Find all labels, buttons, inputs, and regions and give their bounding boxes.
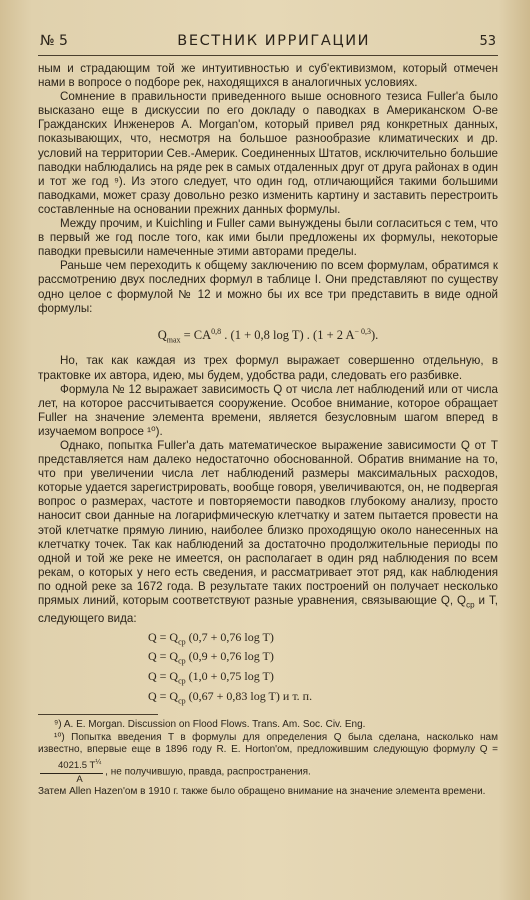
equation-row xyxy=(148,649,498,669)
paragraph-text-end: и T, следующего вида: xyxy=(38,594,499,626)
paragraph: Раньше чем переходить к общему заключению по всем формулам, обратимся к рассмотрению двух последних формул в таблице I. Они представляют по существу одно целое с формулой № 12 и можно бы их все три представить в виде одной формулы: xyxy=(38,259,498,315)
formula-exp1: 0,8 xyxy=(211,326,222,336)
eq-lhs: Q = Q xyxy=(148,668,179,683)
page-header xyxy=(40,30,496,52)
footnote-10-text: ¹⁰) Попытка введения T в формулы для определения Q была сделана, насколько нам известно, впервые еще в 1896 году R. E. Horton'ом, предложившим следующую формулу Q = xyxy=(38,731,498,756)
eq-sub: cp xyxy=(178,636,186,646)
horton-fraction xyxy=(40,757,103,786)
eq-tail: и т. п. xyxy=(279,688,313,703)
formula-end: ). xyxy=(371,327,379,342)
fraction-numerator xyxy=(40,757,103,774)
eq-lhs: Q = Q xyxy=(148,649,179,664)
footnote-rule xyxy=(38,714,158,715)
page-number: 53 xyxy=(479,33,496,49)
header-rule xyxy=(38,55,498,56)
paragraph xyxy=(38,439,498,627)
formula-exp2: − 0,3 xyxy=(354,326,371,336)
paragraph: ным и страдающим той же интуитивностью и суб'ективизмом, который отмечен нами в вопросе о подборе рек, находящихся в аналогичных условиях. xyxy=(38,62,498,90)
footnote-10-text-end: , не получившую, правда, распространения. xyxy=(105,766,311,778)
eq-lhs: Q = Q xyxy=(148,688,179,703)
footnote-10 xyxy=(38,732,498,787)
eq-sub: cp xyxy=(178,656,186,666)
eq-sub: cp xyxy=(178,695,186,705)
eq-rhs: (0,67 + 0,83 log T) xyxy=(185,688,280,703)
eq-rhs: (0,7 + 0,76 log T) xyxy=(185,629,274,644)
numerator-text: 4021.5 T xyxy=(58,760,96,772)
footnote-10-cont: Затем Allen Hazen'ом в 1910 г. также было обращено внимание на значение элемента времени. xyxy=(38,786,486,798)
formula-lhs-sub: max xyxy=(166,335,181,345)
q-cp-sub: cp xyxy=(466,600,475,610)
equation-row xyxy=(148,630,498,650)
issue-number: № 5 xyxy=(40,33,68,49)
paragraph: Сомнение в правильности приведенного выше основного тезиса Fuller'а было высказано еще в дискуссии по его докладу о паводках в Американском О-ве Гражданских Инженеров А. Morgan'ом, который привел ряд конкретных данных, показывающих, что, несмотря на большое разнообразие климатических и др. условий на территории Сев.-Америк. Соединенных Штатов, исключительно большие паводки наблюдались на ряде рек в самых отдаленных друг от друга районах в один и тот же год ⁹). Из этого следует, что один год, отличающийся такими большими паводками, может сразу довольно резко изменить картину и заставить перестроить составленные на основании прежних данных формулы. xyxy=(38,90,498,216)
paragraph-text: Однако, попытка Fuller'а дать математическое выражение зависимости Q от T представляется нам далеко недостаточно обоснованной. Обратив внимание на то, что при увеличении числа лет наблюдений размеры максимальных расходов, которые удается зарегистрировать, вообще говоря, увеличиваются, он, не подвергая вопрос о размерах, частоте и повторяемости паводков глубокому анализу, просто наносит свои данные на логарифмическую клетчатку и затем пытается провести на этой клетчатке прямую линию, наиболее близко проходящую около нанесенных на клетчатку точек. Так как наблюдений за достаточно продолжительные периоды по одной и той же реке не имеется, он располагает в один ряд наблюдения по всем рекам, о которых у него есть сведения, и рассматривает этот ряд, как наблюдения по одной реке за 1672 года. В результате таких построений он получает несколько прямых линий, которым соответствуют разные уравнения, связывающие Q, Q xyxy=(38,439,499,608)
footnote-9: ⁹) A. E. Morgan. Discussion on Flood Flows. Trans. Am. Soc. Civ. Eng. xyxy=(54,719,366,731)
paragraph: Формула № 12 выражает зависимость Q от числа лет наблюдений или от числа лет, на которое рассчитывается сооружение. Особое внимание, которое обращает Fuller на значение элемента времени, является безусловным шагом вперед в изучаемом вопросе ¹⁰). xyxy=(38,382,498,438)
fraction-denominator: A xyxy=(76,773,83,785)
eq-rhs: (1,0 + 0,75 log T) xyxy=(185,668,274,683)
formula-eq: = CA xyxy=(180,327,212,342)
equation-row xyxy=(148,689,498,709)
equation-row xyxy=(148,669,498,689)
eq-sub: cp xyxy=(178,676,186,686)
paragraph: Но, так как каждая из трех формул выражает совершенно отдельную, в трактовке их автора, идею, мы будем, удобства ради, следовать его разбивке. xyxy=(38,354,498,382)
footnotes xyxy=(38,719,498,799)
formula-mid: . (1 + 0,8 log T) . (1 + 2 A xyxy=(221,327,355,342)
paragraph: Между прочим, и Kuichling и Fuller сами вынуждены были согласиться с тем, что в первый же год после того, как ими были предложены их формулы, некоторые паводки превысили намеченные этими авторами пределы. xyxy=(38,217,498,259)
formula-lhs: Q xyxy=(157,327,167,342)
combined-formula xyxy=(38,325,498,348)
eq-rhs: (0,9 + 0,76 log T) xyxy=(185,649,274,664)
article-body xyxy=(38,62,498,799)
equation-list xyxy=(38,630,498,709)
numerator-exp: ¼ xyxy=(95,759,102,767)
eq-lhs: Q = Q xyxy=(148,629,179,644)
journal-title: ВЕСТНИК ИРРИГАЦИИ xyxy=(177,33,371,49)
